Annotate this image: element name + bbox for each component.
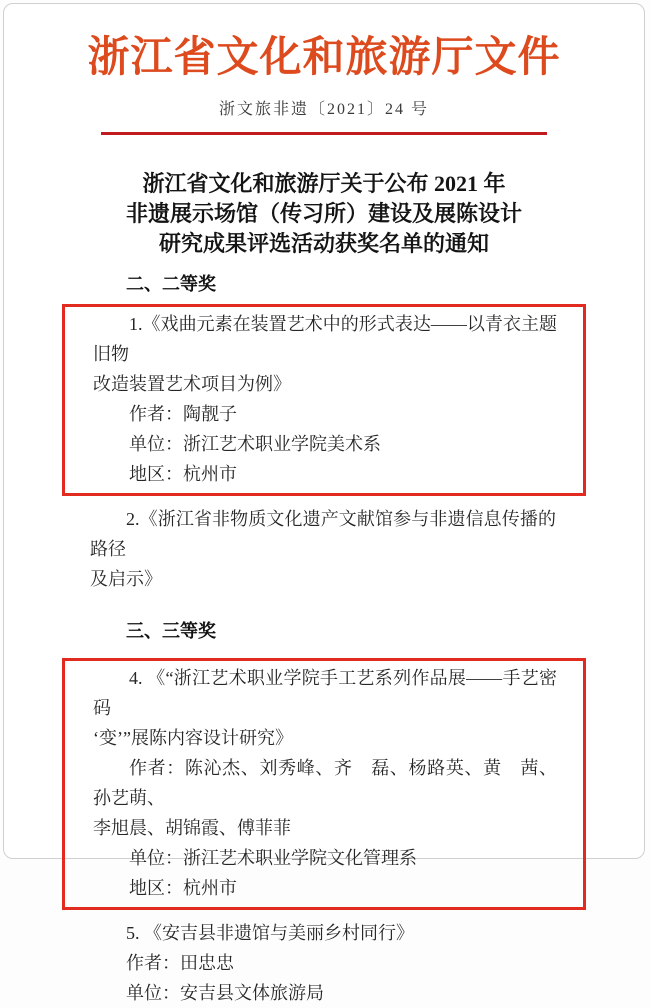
document-page (3, 3, 645, 1003)
entry4-region: 地区：杭州市 (129, 878, 237, 898)
entry5-unit: 单位：安吉县文体旅游局 (126, 983, 324, 1003)
entry2-title-line-1: 2.《浙江省非物质文化遗产文献馆参与非遗信息传播的路径 (90, 509, 556, 559)
notice-title-line-2: 非遗展示场馆（传习所）建设及展陈设计 (125, 201, 522, 226)
entry4-title-line-2: ‘变’”展陈内容设计研究》 (93, 728, 293, 748)
section-heading-third-prize: 三、三等奖 (126, 621, 216, 641)
entry4-title-line-1: 4. 《“浙江艺术职业学院手工艺系列作品展——手艺密码 (93, 668, 557, 718)
letterhead-title: 浙江省文化和旅游厅文件 (87, 35, 561, 81)
entry5 (90, 918, 556, 1008)
entry5-title: 5. 《安吉县非遗馆与美丽乡村同行》 (126, 923, 414, 943)
entry2-title-line-2: 及启示》 (90, 569, 162, 589)
notice-title-line-1: 浙江省文化和旅游厅关于公布 2021 年 (142, 171, 506, 196)
entry2 (90, 504, 556, 594)
entry4-unit: 单位：浙江艺术职业学院文化管理系 (129, 848, 417, 868)
document-number: 浙文旅非遗〔2021〕24 号 (218, 101, 429, 118)
red-separator-rule (101, 132, 547, 135)
notice-title-line-3: 研究成果评选活动获奖名单的通知 (158, 231, 489, 256)
entry1-unit: 单位：浙江艺术职业学院美术系 (129, 434, 381, 454)
highlight-box-third-prize (62, 658, 586, 910)
entry1-author: 作者：陶靓子 (129, 404, 237, 424)
section-heading-second-prize: 二、二等奖 (126, 274, 216, 294)
entry1-region: 地区：杭州市 (129, 464, 237, 484)
entry4-author-line-2: 李旭晨、胡锦霞、傅菲菲 (93, 818, 291, 838)
entry4-author-line-1: 作者：陈沁杰、刘秀峰、齐 磊、杨路英、黄 茜、孙艺萌、 (93, 758, 557, 808)
entry5-author: 作者：田忠忠 (126, 953, 234, 973)
entry1-title-line-2: 改造装置艺术项目为例》 (93, 374, 291, 394)
document-body (4, 269, 644, 1008)
entry1-title-line-1: 1.《戏曲元素在装置艺术中的形式表达——以青衣主题旧物 (93, 314, 557, 364)
highlight-box-second-prize (62, 304, 586, 496)
notice-title (4, 169, 644, 259)
